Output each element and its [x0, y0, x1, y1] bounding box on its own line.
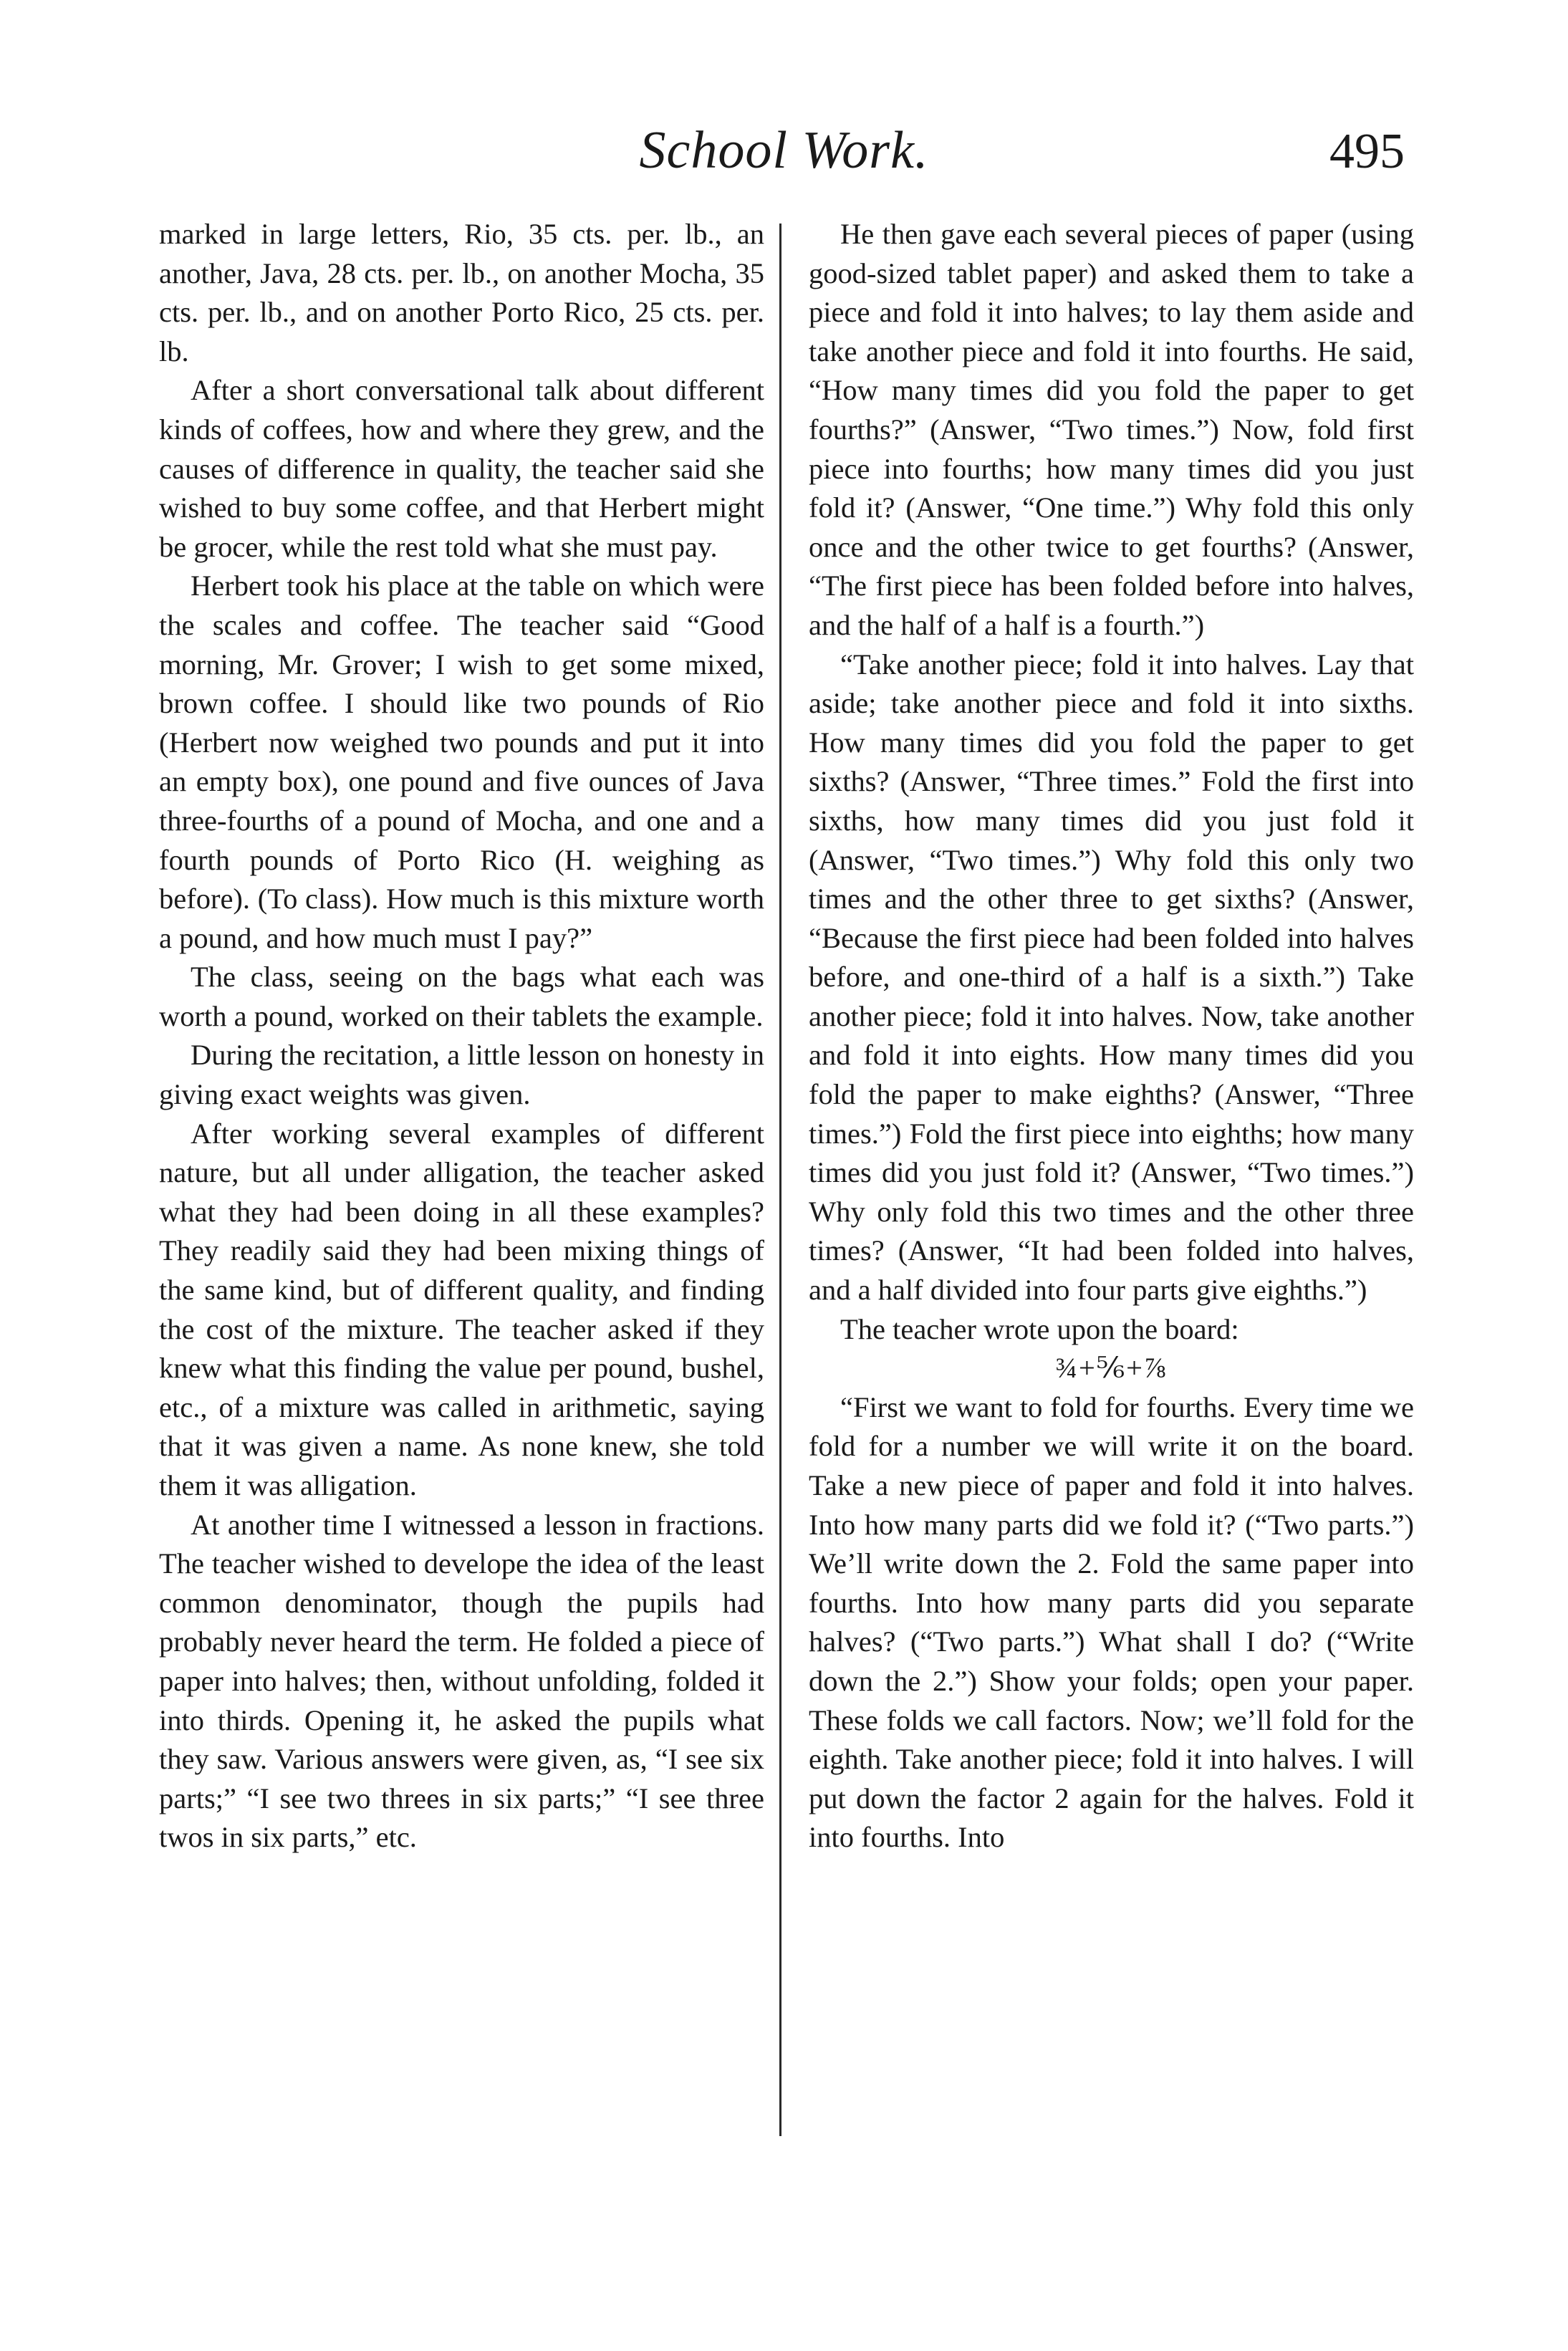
paragraph: “Take another piece; fold it into halves. Lay that aside; take another piece and fold it into sixths. How many times did you fold the paper to get sixths? (Answer, “Three times.” Fold the first into sixths, how many times did you just fold it (Answer, “Two times.”) Why fold this only two times and the other three to get sixths? (Answer, “Because the first piece had been folded into halves before, and one-third of a half is a sixth.”) Take another piece; fold it into halves. Now, take another and fold it into eights. How many times did you fold the paper to make eighths? (Answer, “Three times.”) Fold the first piece into eighths; how many times did you just fold it? (Answer, “Two times.”) Why only fold this two times and the other three times? (Answer, “It had been folded into halves, and a half divided into four parts give eighths.”): [809, 648, 1414, 1307]
column-divider: [779, 223, 781, 2136]
page-number: 495: [1329, 124, 1405, 179]
running-title: School Work.: [639, 121, 929, 180]
paragraph: The teacher wrote upon the board:: [840, 1312, 1239, 1345]
paragraph: marked in large letters, Rio, 35 cts. per. lb., an another, Java, 28 cts. per. lb., on another Mocha, 35 cts. per. lb., and on another Porto Rico, 25 cts. per. lb.: [159, 218, 764, 367]
running-header: [0, 120, 1568, 192]
paragraph: After a short conversational talk about different kinds of coffees, how and where they grew, and the causes of difference in quality, the teacher said she wished to buy some coffee, and that Herbert might be grocer, while the rest told what she must pay.: [159, 374, 764, 563]
paragraph: At another time I witnessed a lesson in fractions. The teacher wished to develope the idea of the least common denominator, though the pupils had probably never heard the term. He folded a piece of paper into halves; then, without unfolding, folded it into thirds. Opening it, he asked the pupils what they saw. Various answers were given, as, “I see six parts;” “I see two threes in six parts;” “I see three twos in six parts,” etc.: [159, 1508, 764, 1854]
paragraph: He then gave each several pieces of paper (using good-sized tablet paper) and asked them to take a piece and fold it into halves; to lay them aside and take another piece and fold it into fourths. He said, “How many times did you fold the paper to get fourths?” (Answer, “Two times.”) Now, fold first piece into fourths; how many times did you just fold it? (Answer, “One time.”) Why fold this only once and the other twice to get fourths? (Answer, “The first piece has been folded before into halves, and the half of a half is a fourth.”): [809, 218, 1414, 641]
paragraph: Herbert took his place at the table on which were the scales and coffee. The teacher said “Good morning, Mr. Grover; I wish to get some mixed, brown coffee. I should like two pounds of Rio (Herbert now weighed two pounds and put it into an empty box), one pound and five ounces of Java three-fourths of a pound of Mocha, and one and a fourth pounds of Porto Rico (H. weighing as before). (To class). How much is this mixture worth a pound, and how much must I pay?”: [159, 569, 764, 954]
paragraph: During the recitation, a little lesson on honesty in giving exact weights was given.: [159, 1039, 764, 1111]
paragraph: The class, seeing on the bags what each was worth a pound, worked on their tablets the example.: [159, 961, 764, 1032]
right-column: [809, 215, 1414, 1857]
fraction-formula: ¾+⅚+⅞: [1055, 1352, 1168, 1385]
paragraph: After working several examples of different nature, but all under alligation, the teacher asked what they had been doing in all these examples? They readily said they had been mixing things of the same kind, but of different quality, and finding the cost of the mixture. The teacher asked if they knew what this finding the value per pound, bushel, etc., of a mixture was called in arithmetic, saying that it was given a name. As none knew, she told them it was alligation.: [159, 1117, 764, 1501]
left-column: [159, 215, 764, 1857]
paragraph: “First we want to fold for fourths. Every time we fold for a number we will write it on the board. Take a new piece of paper and fold it into halves. Into how many parts did we fold it? (“Two parts.”) We’ll write down the 2. Fold the same paper into fourths. Into how many parts did you separate halves? (“Two parts.”) What shall I do? (“Write down the 2.”) Show your folds; open your paper. These folds we call factors. Now; we’ll fold for the eighth. Take another piece; fold it into halves. I will put down the factor 2 again for the halves. Fold it into fourths. Into: [809, 1390, 1414, 1854]
